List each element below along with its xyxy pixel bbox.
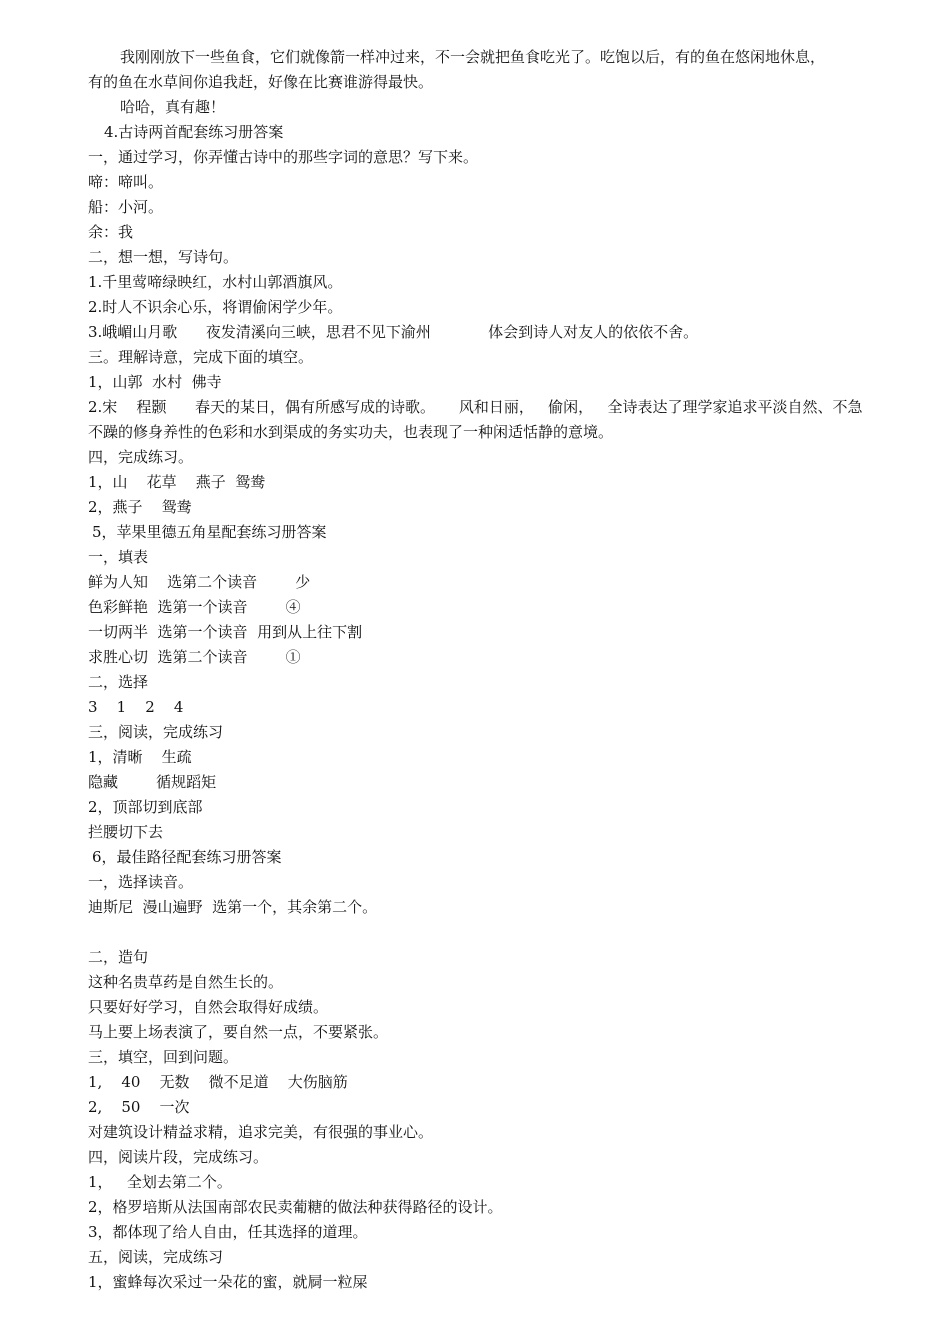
- text-line: 我刚刚放下一些鱼食，它们就像箭一样冲过来，不一会就把鱼食吃光了。吃饱以后，有的鱼在悠闲地休息，: [120, 48, 826, 66]
- text-line: 不躁的修身养性的色彩和水到渠成的务实功夫，也表现了一种闲适恬静的意境。: [88, 423, 614, 441]
- text-line: 拦腰切下去: [88, 823, 164, 841]
- text-line: 迪斯尼 漫山遍野 选第一个，其余第二个。: [88, 898, 378, 916]
- text-line: 求胜心切 选第二个读音 ①: [88, 648, 301, 666]
- text-line: 2, 50 一次: [88, 1098, 190, 1116]
- text-line: 三，填空，回到问题。: [88, 1048, 239, 1066]
- text-line: 3.峨嵋山月歌 夜发清溪向三峡，思君不见下渝州 体会到诗人对友人的依依不舍。: [88, 323, 699, 341]
- text-line: 只要好好学习，自然会取得好成绩。: [88, 998, 329, 1016]
- text-line: 船：小河。: [88, 198, 164, 216]
- text-line: 隐藏 循规蹈矩: [88, 773, 217, 791]
- text-line: 哈哈，真有趣！: [120, 98, 226, 116]
- text-line: 有的鱼在水草间你追我赶，好像在比赛谁游得最快。: [88, 73, 434, 91]
- text-line: 对建筑设计精益求精，追求完美，有很强的事业心。: [88, 1123, 434, 1141]
- text-line: 2.宋 程颢 春天的某日，偶有所感写成的诗歌。 风和日丽， 偷闲， 全诗表达了理学家追求平淡自然、不急: [88, 398, 863, 416]
- text-line: 1，蜜蜂每次采过一朵花的蜜，就屙一粒屎: [88, 1273, 368, 1291]
- text-line: 四，阅读片段，完成练习。: [88, 1148, 269, 1166]
- text-line: 二，想一想，写诗句。: [88, 248, 239, 266]
- text-line: 2.时人不识余心乐，将谓偷闲学少年。: [88, 298, 343, 316]
- section-heading: 4.古诗两首配套练习册答案: [104, 123, 284, 141]
- section-heading: 6，最佳路径配套练习册答案: [92, 848, 282, 866]
- text-line: 二，造句: [88, 948, 149, 966]
- text-line: 1.千里莺啼绿映红，水村山郭酒旗风。: [88, 273, 343, 291]
- text-line: 三。理解诗意，完成下面的填空。: [88, 348, 314, 366]
- text-line: 1，山郭 水村 佛寺: [88, 373, 222, 391]
- text-line: 马上要上场表演了，要自然一点，不要紧张。: [88, 1023, 389, 1041]
- text-line: 一切两半 选第一个读音 用到从上往下割: [88, 623, 363, 641]
- text-line: 这种名贵草药是自然生长的。: [88, 973, 284, 991]
- section-heading: 5，苹果里德五角星配套练习册答案: [92, 523, 327, 541]
- text-line: 啼：啼叫。: [88, 173, 164, 191]
- text-line: 2，顶部切到底部: [88, 798, 203, 816]
- text-line: 一，选择读音。: [88, 873, 194, 891]
- text-line: 一，通过学习，你弄懂古诗中的那些字词的意思？写下来。: [88, 148, 479, 166]
- text-line: 1，山 花草 燕子 鸳鸯: [88, 473, 266, 491]
- text-line: 余：我: [88, 223, 134, 241]
- text-line: 一，填表: [88, 548, 149, 566]
- text-line: 二，选择: [88, 673, 149, 691]
- text-line: 2，格罗培斯从法国南部农民卖葡糖的做法种获得路径的设计。: [88, 1198, 503, 1216]
- text-line: 三，阅读，完成练习: [88, 723, 224, 741]
- text-line: 五，阅读，完成练习: [88, 1248, 224, 1266]
- text-line: 2，燕子 鸳鸯: [88, 498, 192, 516]
- text-line: 1，清晰 生疏: [88, 748, 192, 766]
- text-line: 1， 全划去第二个。: [88, 1173, 232, 1191]
- text-line: 鲜为人知 选第二个读音 少: [88, 573, 311, 591]
- text-line: 3，都体现了给人自由，任其选择的道理。: [88, 1223, 368, 1241]
- text-line: 1, 40 无数 微不足道 大伤脑筋: [88, 1073, 348, 1091]
- text-line: 色彩鲜艳 选第一个读音 ④: [88, 598, 301, 616]
- text-line: 3 1 2 4: [88, 698, 184, 716]
- text-line: 四，完成练习。: [88, 448, 194, 466]
